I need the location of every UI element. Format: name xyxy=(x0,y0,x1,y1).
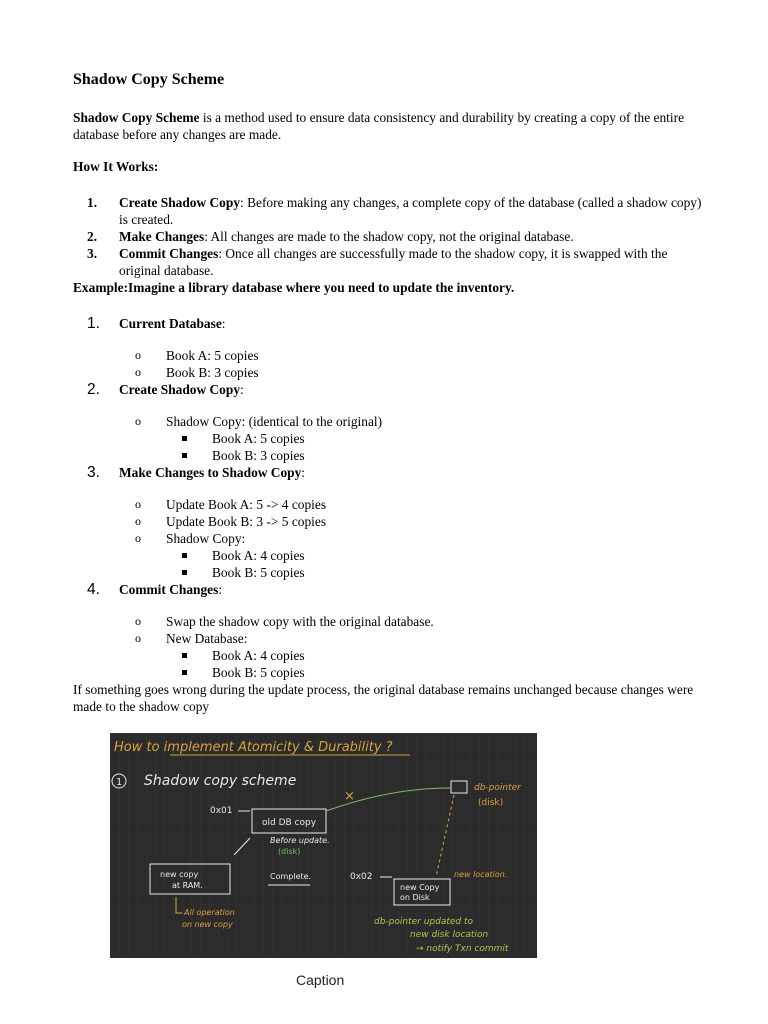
nested-list-item xyxy=(73,647,703,664)
circle-bullet-icon: o xyxy=(135,514,141,528)
intro-paragraph xyxy=(73,109,703,143)
list-item xyxy=(73,513,703,530)
nested-list-item xyxy=(73,564,703,581)
example-number: 4. xyxy=(87,581,100,598)
nested-sublist xyxy=(73,430,703,464)
step-number: 2. xyxy=(87,229,98,244)
figure-caption: Caption xyxy=(296,972,345,988)
new-disk-label-1: new Copy xyxy=(400,883,440,892)
example-sublist xyxy=(73,496,703,581)
example-item xyxy=(73,464,703,481)
circle-bullet-icon: o xyxy=(135,497,141,511)
list-item xyxy=(73,613,703,630)
nested-list-item xyxy=(73,447,703,464)
step-item xyxy=(73,194,703,228)
closing-paragraph: If something goes wrong during the update process, the original database remains unchanged because changes were made to the shadow copy xyxy=(73,682,694,714)
step-number: 1. xyxy=(87,195,98,210)
example-bold: Current Database xyxy=(119,316,222,331)
nested-list-item xyxy=(73,430,703,447)
document-body xyxy=(73,68,703,715)
updated-label-3: → notify Txn commit xyxy=(416,944,509,954)
circle-bullet-icon: o xyxy=(135,531,141,545)
all-ops-label-2: on new copy xyxy=(182,920,233,929)
list-item-text: Swap the shadow copy with the original database. xyxy=(166,614,434,629)
diagram-heading: How to implement Atomicity & Durability ? xyxy=(114,740,393,755)
example-sublist xyxy=(73,347,703,381)
new-location-label: new location. xyxy=(454,870,508,879)
ram-copy-label-1: new copy xyxy=(160,870,199,879)
nested-sublist xyxy=(73,647,703,681)
nested-item-text: Book B: 5 copies xyxy=(212,665,305,680)
circle-bullet-icon: o xyxy=(135,414,141,428)
step-number: 3. xyxy=(87,246,98,261)
db-pointer-label-1: db-pointer xyxy=(474,783,521,793)
circle-bullet-icon: o xyxy=(135,631,141,645)
example-suffix: : xyxy=(301,465,306,480)
example-item xyxy=(73,581,703,598)
old-db-note-1: Before update. xyxy=(270,836,330,845)
handwritten-diagram-image xyxy=(110,733,537,958)
step-circle-number: 1 xyxy=(116,777,123,788)
address-label-1: 0x01 xyxy=(210,806,233,816)
list-item xyxy=(73,413,703,430)
list-item-text: Book A: 5 copies xyxy=(166,348,259,363)
steps-list xyxy=(73,194,703,279)
address-label-2: 0x02 xyxy=(350,872,373,882)
nested-item-text: Book A: 4 copies xyxy=(212,548,305,563)
example-sublist xyxy=(73,413,703,464)
intro-rest: is a method used to ensure data consistency and durability by creating a copy of the entire database before any changes are made. xyxy=(73,110,685,142)
circle-bullet-icon: o xyxy=(135,365,141,379)
db-pointer-label-2: (disk) xyxy=(478,798,504,808)
list-item xyxy=(73,364,703,381)
step-text: : All changes are made to the shadow copy, not the original database. xyxy=(204,229,574,244)
step-bold: Create Shadow Copy xyxy=(119,195,241,210)
page-title: Shadow Copy Scheme xyxy=(73,71,225,88)
list-item-text: Update Book A: 5 -> 4 copies xyxy=(166,497,327,512)
new-disk-label-2: on Disk xyxy=(400,893,430,902)
step-bold: Make Changes xyxy=(119,229,205,244)
list-item xyxy=(73,530,703,547)
square-bullet-icon xyxy=(182,570,187,575)
nested-list-item xyxy=(73,547,703,564)
example-item xyxy=(73,315,703,332)
diagram-subheading: Shadow copy scheme xyxy=(144,773,297,789)
list-item xyxy=(73,347,703,364)
nested-item-text: Book B: 3 copies xyxy=(212,448,305,463)
example-number: 1. xyxy=(87,315,100,332)
intro-bold: Shadow Copy Scheme xyxy=(73,110,200,125)
updated-label-1: db-pointer updated to xyxy=(374,917,474,927)
circle-bullet-icon: o xyxy=(135,614,141,628)
pointer-cross-icon: × xyxy=(344,789,355,804)
example-number: 2. xyxy=(87,381,100,398)
list-item-text: Book B: 3 copies xyxy=(166,365,259,380)
nested-item-text: Book A: 4 copies xyxy=(212,648,305,663)
complete-label: Complete. xyxy=(270,872,312,881)
square-bullet-icon xyxy=(182,670,187,675)
all-ops-label-1: All operation xyxy=(184,908,235,917)
old-db-note-2: (disk) xyxy=(278,847,301,856)
ram-copy-label-2: at RAM. xyxy=(172,881,203,890)
list-item-text: Shadow Copy: xyxy=(166,531,246,546)
example-bold: Create Shadow Copy xyxy=(119,382,241,397)
example-bold: Make Changes to Shadow Copy xyxy=(119,465,302,480)
example-sublist xyxy=(73,613,703,681)
list-item-text: Update Book B: 3 -> 5 copies xyxy=(166,514,327,529)
example-number: 3. xyxy=(87,464,100,481)
list-item-text: New Database: xyxy=(166,631,248,646)
square-bullet-icon xyxy=(182,436,187,441)
example-suffix: : xyxy=(240,382,244,397)
square-bullet-icon xyxy=(182,453,187,458)
square-bullet-icon xyxy=(182,653,187,658)
example-suffix: : xyxy=(218,582,223,597)
list-item xyxy=(73,496,703,513)
example-heading: Example:Imagine a library database where you need to update the inventory. xyxy=(73,280,515,295)
updated-label-2: new disk location xyxy=(410,930,489,940)
example-suffix: : xyxy=(221,316,226,331)
example-bold: Commit Changes xyxy=(119,582,219,597)
nested-sublist xyxy=(73,547,703,581)
old-db-label: old DB copy xyxy=(262,818,317,828)
nested-item-text: Book B: 5 copies xyxy=(212,565,305,580)
step-bold: Commit Changes xyxy=(119,246,219,261)
step-text: : Once all changes are successfully made to the shadow copy, it is swapped with the original database. xyxy=(119,246,668,278)
nested-list-item xyxy=(73,664,703,681)
list-item-text: Shadow Copy: (identical to the original) xyxy=(166,414,383,429)
step-item xyxy=(73,245,703,279)
step-text: : Before making any changes, a complete copy of the database (called a shadow copy) is created. xyxy=(119,195,702,227)
list-item xyxy=(73,630,703,647)
circle-bullet-icon: o xyxy=(135,348,141,362)
nested-item-text: Book A: 5 copies xyxy=(212,431,305,446)
step-item xyxy=(73,228,703,245)
square-bullet-icon xyxy=(182,553,187,558)
how-heading: How It Works: xyxy=(73,159,159,174)
diagram-svg xyxy=(110,733,537,958)
example-item xyxy=(73,381,703,398)
